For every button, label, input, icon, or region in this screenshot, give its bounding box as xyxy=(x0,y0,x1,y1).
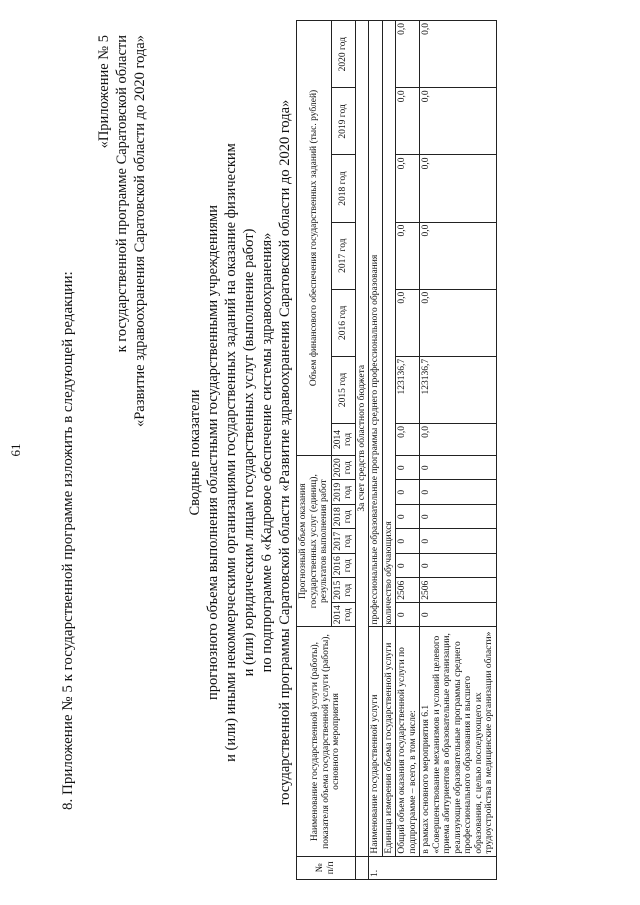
fin-cell: 0,0 xyxy=(420,88,497,155)
title-line-5: по подпрограмме 6 «Кадровое обеспечение системы здравоохранения» xyxy=(259,232,275,673)
vol-cell: 0 xyxy=(420,602,497,627)
header-row-1 xyxy=(297,21,332,880)
vol-cell: 0 xyxy=(420,455,497,480)
vol-year: 2016 год xyxy=(331,553,355,578)
col-name-header: Наименование государственной услуги (работы), показателя объема государственной услуги (работы), основного мероприятия xyxy=(297,627,356,856)
vol-year: 2020 год xyxy=(331,455,355,480)
fin-cell: 0,0 xyxy=(396,423,420,455)
vol-year: 2015 год xyxy=(331,578,355,603)
title-line-3: и (или) иными некоммерческими организациями государственных заданий на оказание физическим xyxy=(223,143,239,762)
vol-cell: 0 xyxy=(396,455,420,480)
fin-year: 2020 год xyxy=(331,21,355,88)
vol-cell: 0 xyxy=(396,504,420,529)
fin-cell: 123136,7 xyxy=(396,356,420,423)
fin-cell: 0,0 xyxy=(396,155,420,222)
table-row xyxy=(382,21,396,880)
indicators-table xyxy=(296,20,497,880)
vol-year: 2014 год xyxy=(331,602,355,627)
section-label: За счет средств областного бюджета xyxy=(355,21,369,857)
fin-year: 2016 год xyxy=(331,289,355,356)
row-value: количество обучающихся xyxy=(382,21,396,627)
fin-cell: 0,0 xyxy=(420,222,497,289)
vol-year: 2017 год xyxy=(331,529,355,554)
fin-year: 2018 год xyxy=(331,155,355,222)
fin-cell: 0,0 xyxy=(420,155,497,222)
vol-cell: 0 xyxy=(396,529,420,554)
row-label: Наименование государственной услуги xyxy=(369,627,383,856)
row-value: профессиональные образовательные программы среднего профессионального образования xyxy=(369,21,383,627)
row-label: Общий объем оказания государственной услуги по подпрограмме – всего, в том числе: xyxy=(396,627,420,856)
row-number: 1. xyxy=(369,856,497,879)
col-finance-header: Объем финансового обеспечения государственных заданий (тыс. рублей) xyxy=(297,21,332,456)
page-number: 61 xyxy=(8,443,23,457)
fin-year: 2017 год xyxy=(331,222,355,289)
vol-cell: 2506 xyxy=(396,578,420,603)
title-line-4: и (или) юридическим лицам государственных услуг (выполнение работ) xyxy=(241,228,257,677)
table-row xyxy=(420,21,497,880)
vol-cell: 0 xyxy=(420,553,497,578)
fin-cell: 0,0 xyxy=(420,21,497,88)
fin-cell: 0,0 xyxy=(420,423,497,455)
appendix-line-1: «Приложение № 5 xyxy=(96,35,112,149)
title-line-2: прогнозного объема выполнения областными государственными учреждениями xyxy=(205,205,221,700)
document-title xyxy=(186,0,294,905)
fin-year: 2014 год xyxy=(331,423,355,455)
fin-year: 2015 год xyxy=(331,356,355,423)
vol-cell: 2506 xyxy=(420,578,497,603)
vol-cell: 0 xyxy=(396,480,420,505)
appendix-line-2: к государственной программе Саратовской области xyxy=(114,35,130,353)
table-row xyxy=(396,21,420,880)
table-row xyxy=(369,21,383,880)
fin-cell: 123136,7 xyxy=(420,356,497,423)
fin-year: 2019 год xyxy=(331,88,355,155)
fin-cell: 0,0 xyxy=(396,222,420,289)
vol-cell: 0 xyxy=(396,553,420,578)
section-row xyxy=(355,21,369,880)
fin-cell: 0,0 xyxy=(396,289,420,356)
vol-cell: 0 xyxy=(420,504,497,529)
intro-text: 8. Приложение № 5 к государственной программе изложить в следующей редакции: xyxy=(60,271,76,810)
col-num-header: № п/п xyxy=(297,856,356,879)
vol-cell: 0 xyxy=(420,529,497,554)
vol-cell: 0 xyxy=(396,602,420,627)
title-line-6: государственной программы Саратовской области «Развитие здравоохранения Саратовской области до 2020 года» xyxy=(277,99,293,806)
appendix-line-3: «Развитие здравоохранения Саратовской области до 2020 года» xyxy=(132,35,148,428)
vol-year: 2019 год xyxy=(331,480,355,505)
vol-cell: 0 xyxy=(420,480,497,505)
fin-cell: 0,0 xyxy=(396,88,420,155)
row-label: Единица измерения объема государственной услуги xyxy=(382,627,396,856)
fin-cell: 0,0 xyxy=(420,289,497,356)
vol-year: 2018 год xyxy=(331,504,355,529)
fin-cell: 0,0 xyxy=(396,21,420,88)
appendix-header xyxy=(95,35,149,555)
row-label: в рамках основного мероприятия 6.1 «Совершенствование механизмов и условий целевого приема абитуриентов в образовательные организации, реализующие образовательные программы среднего профессионального образования и высшего образования, с целью последующего их трудоустройства в медицинские организации области» xyxy=(420,627,497,856)
col-volume-header: Прогнозный объем оказания государственных услуг (единиц), результатов выполнения работ xyxy=(297,455,332,627)
title-line-1: Сводные показатели xyxy=(187,389,203,516)
